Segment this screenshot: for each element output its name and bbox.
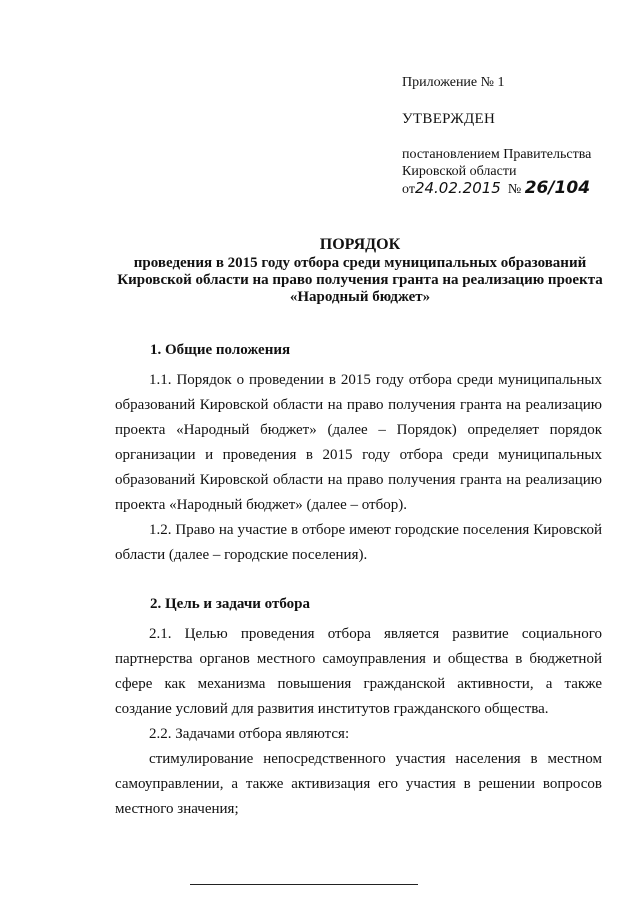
document-title <box>80 236 640 306</box>
section-2-heading: 2. Цель и задачи отбора <box>150 596 310 612</box>
handwritten-number: 26/104 <box>524 178 591 198</box>
number-label: № <box>507 182 522 197</box>
title-line-1: проведения в 2015 году отбора среди муниципальных образований <box>133 255 587 271</box>
title-line-2: Кировской области на право получения гранта на реализацию проекта <box>117 272 603 288</box>
title-main: ПОРЯДОК <box>319 236 401 253</box>
section-1-heading: 1. Общие положения <box>150 342 291 358</box>
date-prefix: от <box>402 182 415 197</box>
footer-divider <box>190 884 418 885</box>
paragraph-2-1: 2.1. Целью проведения отбора является развитие социального партнерства органов местного самоуправления и общества в бюджетной сфере как механизма повышения гражданской активности, а также создание условий для развития институтов гражданского общества. <box>115 626 602 717</box>
handwritten-date: 24.02.2015 <box>414 179 501 197</box>
approval-line-2: Кировской области <box>402 164 517 179</box>
approval-block <box>402 74 622 198</box>
paragraph-1-2: 1.2. Право на участие в отборе имеют городские поселения Кировской области (далее – городские поселения). <box>115 522 602 563</box>
title-line-3: «Народный бюджет» <box>289 289 431 305</box>
approval-line-1: постановлением Правительства <box>402 147 592 162</box>
section-2-body <box>115 622 602 822</box>
paragraph-1-1: 1.1. Порядок о проведении в 2015 году отбора среди муниципальных образований Кировской области на право получения гранта на реализацию проекта «Народный бюджет» (далее – Порядок) определяет порядок организации и проведения в 2015 году отбора среди муниципальных образований Кировской области на право получения гранта на реализацию проекта «Народный бюджет» (далее – отбор). <box>115 372 602 513</box>
paragraph-2-2: 2.2. Задачами отбора являются: <box>149 726 350 742</box>
approved-label: УТВЕРЖДЕН <box>402 111 496 127</box>
paragraph-2-3: стимулирование непосредственного участия населения в местном самоуправлении, а также активизация его участия в решении вопросов местного значения; <box>115 751 602 817</box>
section-1-body <box>115 368 602 568</box>
appendix-label: Приложение № 1 <box>402 75 505 90</box>
approval-date-line <box>402 180 622 198</box>
